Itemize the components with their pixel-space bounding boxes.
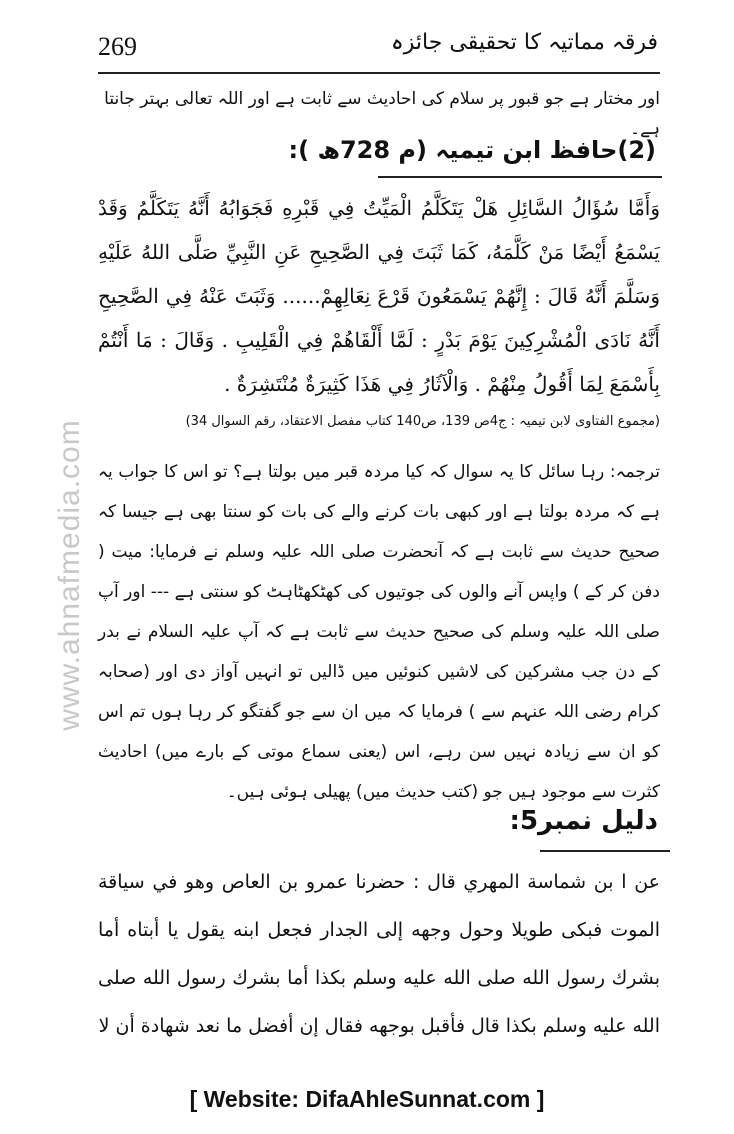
arabic-narration: عن ا بن شماسة المهري قال : حضرنا عمرو بن العاص وهو في سياقة الموت فبكى طويلا وحول وجهه إلى الجدار فجعل ابنه يقول يا أبتاه أما بشرك رسول الله صلى الله عليه وسلم بكذا أما بشرك رسول الله صلى الله عليه وسلم بكذا قال فأقبل بوجهه فقال إن أفضل ما نعد شهادة أن لا: [98, 871, 660, 1037]
arabic-quote: وَأَمَّا سُؤَالُ السَّائِلِ هَلْ يَتَكَلَّمُ الْمَيِّتُ فِي قَبْرِهِ فَجَوَابُهُ أَنَّهُ يَتَكَلَّمُ وَقَدْ يَسْمَعُ أَيْضًا مَنْ كَلَّمَهُ، كَمَا ثَبَتَ فِي الصَّحِيحِ عَنِ النَّبِيِّ صَلَّى اللهُ عَلَيْهِ وَسَلَّمَ أَنَّهُ قَالَ : إِنَّهُمْ يَسْمَعُونَ قَرْعَ نِعَالِهِمْ...... وَثَبَتَ عَنْهُ فِي الصَّحِيحِ أَنَّهُ نَادَى الْمُشْرِكِينَ يَوْمَ بَدْرٍ : لَمَّا أَلْقَاهُمْ فِي الْقَلِيبِ . وَقَالَ : مَا أَنْتُمْ بِأَسْمَعَ لِمَا أَقُولُ مِنْهُمْ . وَالْآثَارُ فِي هَذَا كَثِيرَةٌ مُنْتَشِرَةٌ .: [98, 196, 660, 396]
website-footer: [ Website: DifaAhleSunnat.com ]: [189, 1086, 545, 1112]
section-heading-ibn-taymiyyah: (2)حافظ ابن تیمیہ (م 728ھ ):: [288, 136, 656, 164]
section-heading-evidence-5: دلیل نمبر5:: [509, 806, 658, 836]
intro-paragraph: اور مختار ہے جو قبور پر سلام کی احادیث سے ثابت ہے اور اللہ تعالی بہتر جانتا ہے۔: [104, 89, 660, 139]
page-number: 269: [98, 32, 137, 61]
heading-underline: [540, 850, 670, 852]
translation-paragraph: ترجمہ: رہا سائل کا یہ سوال کہ کیا مردہ قبر میں بولتا ہے؟ تو اس کا جواب یہ ہے کہ مردہ بولتا ہے اور کبھی بات کرنے والے کی بات کو سنتا بھی ہے جیسا کہ صحیح حدیث سے ثابت ہے کہ آنحضرت صلی اللہ علیہ وسلم نے فرمایا: میت ( دفن کر کے ) واپس آنے والوں کی جوتیوں کی کھٹکھٹاہٹ کو سنتی ہے --- اور آپ صلی اللہ علیہ وسلم کی صحیح حدیث سے ثابت ہے کہ آپ علیہ السلام نے بدر کے دن جب مشرکین کی لاشیں کنوئیں میں ڈالیں تو انہیں آواز دی اور (صحابہ کرام رضی اللہ عنہم سے ) فرمایا کہ میں ان سے جو گفتگو کر رہا ہوں تم اس کو ان سے زیادہ نہیں سن رہے، اس (یعنی سماع موتی کے بارے میں) احادیث کثرت سے موجود ہیں جو (کتب حدیث میں) پھیلی ہوئی ہیں۔: [98, 462, 660, 802]
page-header: [98, 30, 658, 70]
reference-citation: (مجموع الفتاوی لابن تیمیہ : ج4ص 139، ص140 کتاب مفصل الاعتقاد، رقم السوال 34): [185, 414, 660, 429]
watermark: www.ahnafmedia.com: [53, 419, 86, 731]
running-title: فرقہ مماتیہ کا تحقیقی جائزہ: [390, 30, 658, 55]
heading-underline: [378, 176, 662, 178]
header-divider: [98, 72, 660, 74]
